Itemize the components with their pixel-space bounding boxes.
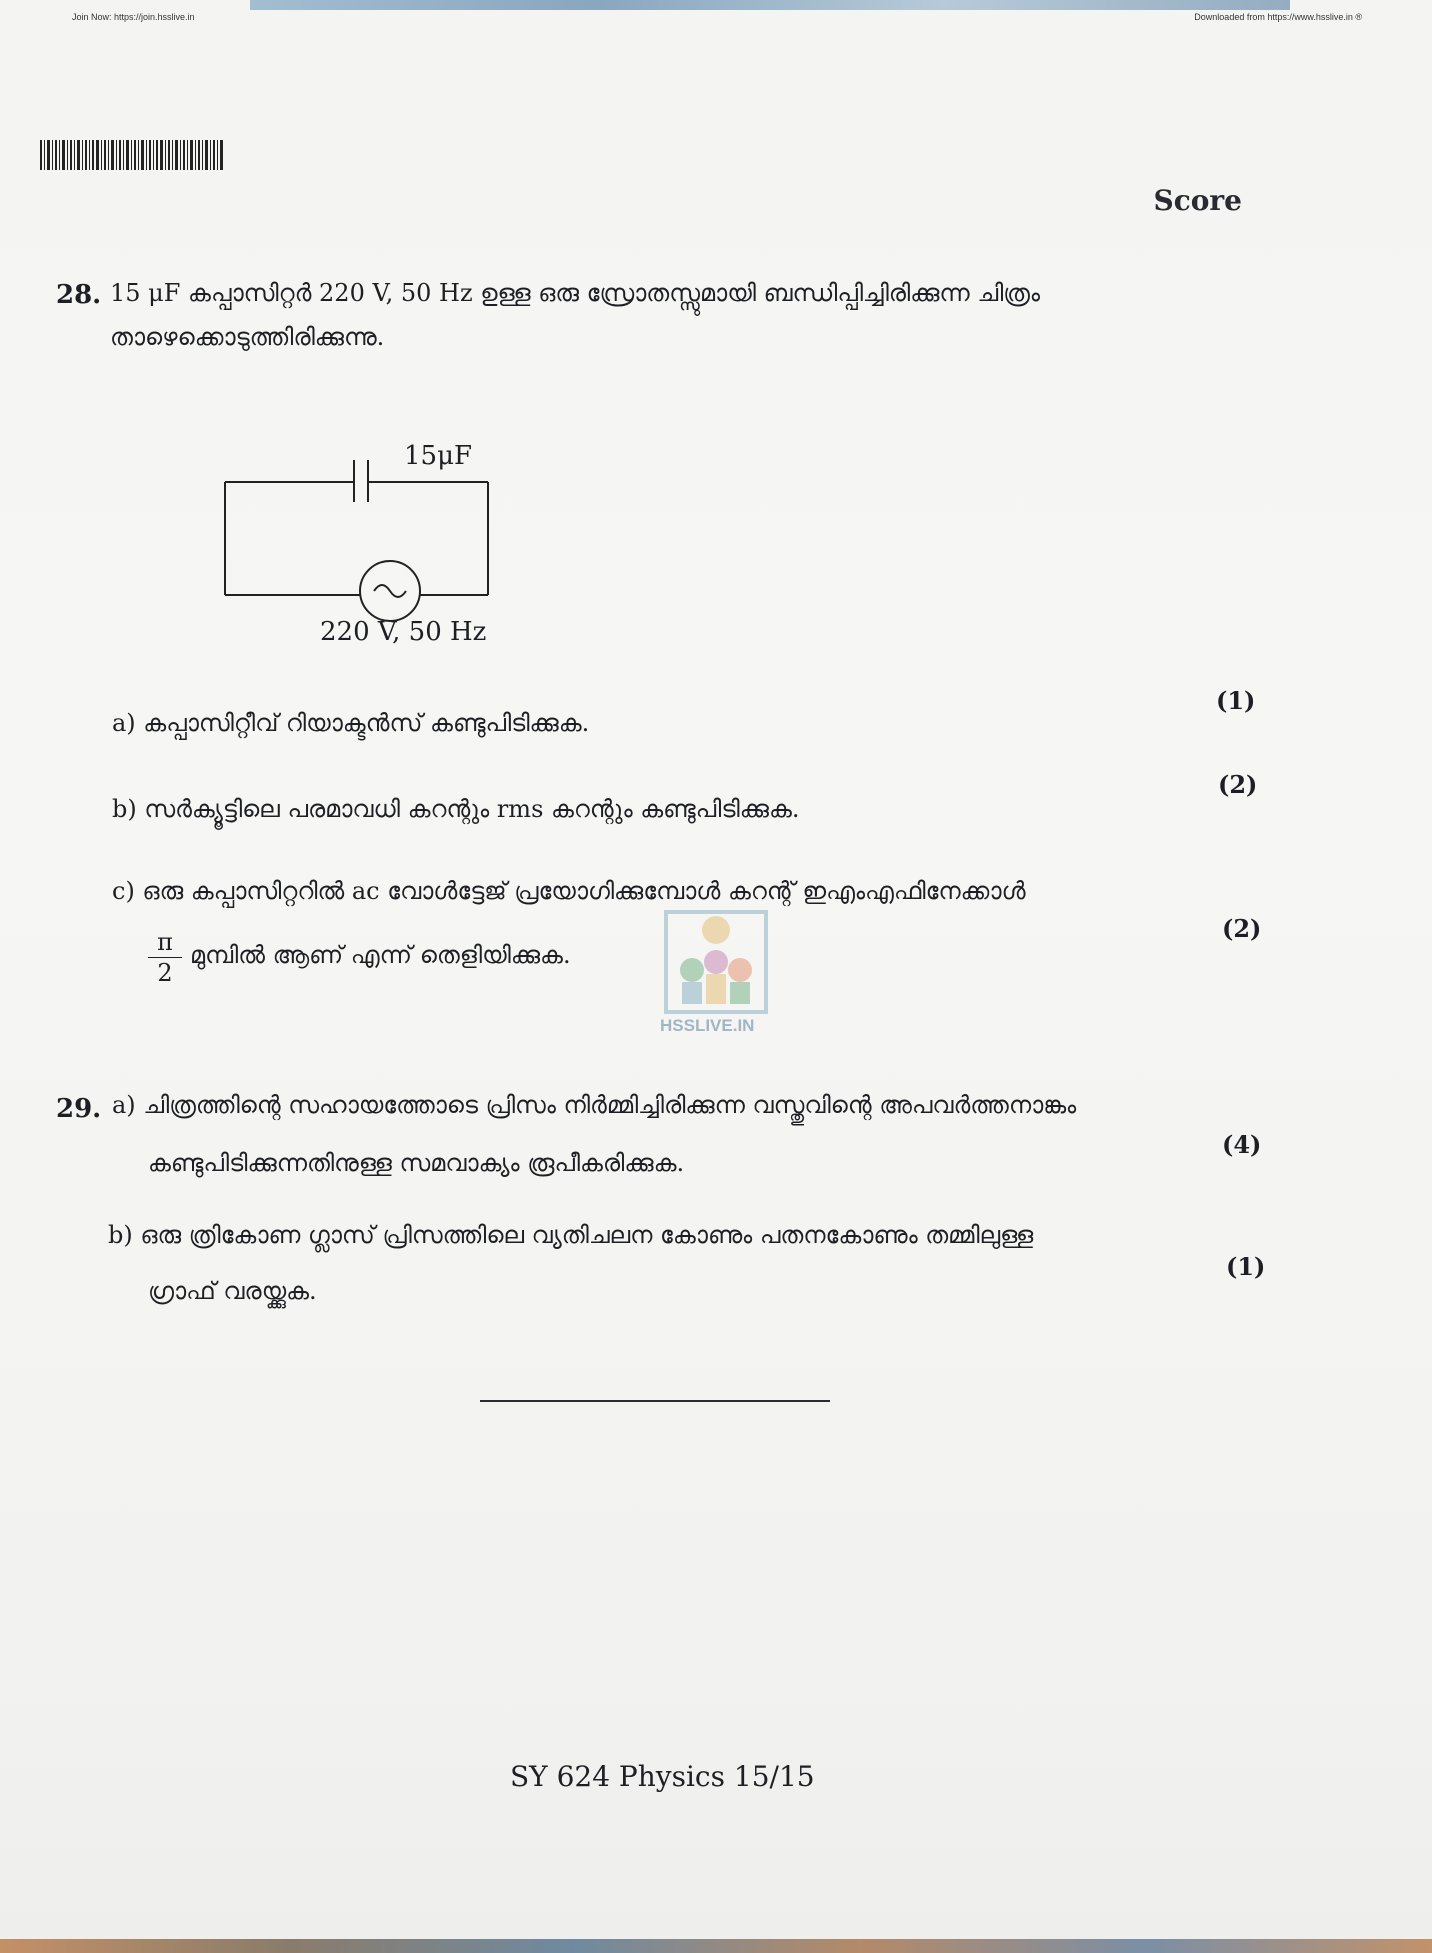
fraction-denominator: 2 (157, 958, 173, 987)
q29b-line1: b) ഒരു ത്രികോണ ഗ്ലാസ് പ്രിസത്തിലെ വ്യതിചലന കോണും പതനകോണും തമ്മിലുള്ള (108, 1221, 1034, 1249)
q29a-line1: a) ചിത്രത്തിന്റെ സഹായത്തോടെ പ്രിസം നിർമ്മിച്ചിരിക്കുന്ന വസ്തുവിന്റെ അപവർത്തനാങ്കം (112, 1091, 1077, 1119)
score-column-label: Score (1153, 184, 1242, 217)
question-number-28: 28. (56, 280, 102, 310)
capacitor-value-label: 15μF (404, 441, 473, 471)
watermark-text: HSSLIVE.IN (660, 1016, 755, 1035)
header-download-link[interactable]: Downloaded from https://www.hsslive.in ® (1194, 12, 1362, 22)
q28b-text: b) സർക്യൂട്ടിലെ പരമാവധി കറന്റും rms കറന്റും കണ്ടുപിടിക്കുക. (112, 795, 800, 823)
top-edge-band (250, 0, 1290, 10)
fraction-numerator: π (148, 928, 182, 958)
q29b-line2: ഗ്രാഫ് വരയ്ക്കുക. (148, 1277, 317, 1305)
q29b-mark: (1) (1226, 1252, 1266, 1281)
hsslive-logo-icon (656, 900, 776, 1030)
end-of-paper-line (480, 1400, 830, 1402)
bottom-edge-band (0, 1939, 1432, 1953)
header-join-link[interactable]: Join Now: https://join.hsslive.in (72, 12, 195, 22)
q28c-line1: c) ഒരു കപ്പാസിറ്ററിൽ ac വോൾട്ടേജ് പ്രയോഗിക്കുമ്പോൾ കറന്റ് ഇഎംഎഫിനേക്കാൾ (112, 877, 1026, 905)
q28b-mark: (2) (1218, 770, 1258, 799)
q28a-mark: (1) (1216, 686, 1256, 715)
q28c-line2: മുമ്പിൽ ആണ് എന്ന് തെളിയിക്കുക. (190, 941, 571, 969)
q28-stem-line2: താഴെക്കൊടുത്തിരിക്കുന്നു. (110, 323, 385, 351)
q29a-line2: കണ്ടുപിടിക്കുന്നതിനുള്ള സമവാക്യം രൂപീകരിക്കുക. (148, 1149, 685, 1177)
question-number-29: 29. (56, 1094, 102, 1124)
page-footer: SY 624 Physics 15/15 (510, 1760, 815, 1793)
pi-over-2-fraction (148, 928, 182, 989)
q28c-mark: (2) (1222, 914, 1262, 943)
source-value-label: 220 V, 50 Hz (320, 617, 487, 647)
barcode-icon (40, 140, 224, 170)
q29a-mark: (4) (1222, 1130, 1262, 1159)
q28-stem-line1: 15 μF കപ്പാസിറ്റർ 220 V, 50 Hz ഉള്ള ഒരു സ്രോതസ്സുമായി ബന്ധിപ്പിച്ചിരിക്കുന്ന ചിത്രം (110, 279, 1041, 307)
q28a-text: a) കപ്പാസിറ്റീവ് റിയാക്ടൻസ് കണ്ടുപിടിക്കുക. (112, 709, 590, 737)
